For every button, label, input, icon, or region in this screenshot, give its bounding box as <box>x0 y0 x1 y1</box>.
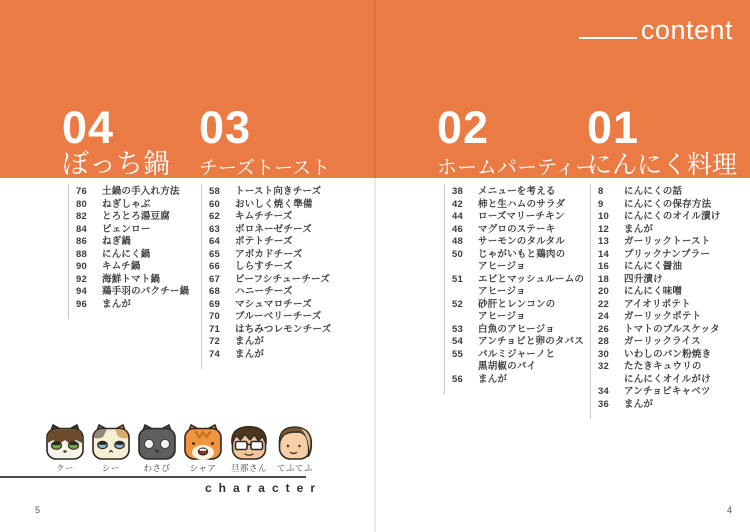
toc-item-label: しらすチーズ <box>235 261 293 272</box>
toc-item-label: にんにく味噌 <box>624 286 683 297</box>
toc-item <box>452 299 584 312</box>
toc-item-page: 30 <box>598 348 609 360</box>
toc-item-page: 86 <box>76 236 87 247</box>
toc-item-label: にんにくの保存方法 <box>624 198 712 210</box>
toc-item <box>452 211 584 224</box>
toc-item-label: アヒージョ <box>478 311 526 322</box>
toc-list-04 <box>68 184 189 319</box>
toc-item-label: ピェンロー <box>102 223 151 235</box>
character-shi <box>91 423 131 474</box>
toc-item-page: 82 <box>76 211 87 222</box>
character-name: わさび <box>143 463 171 473</box>
toc-item-page <box>452 261 478 274</box>
toc-item-page: 14 <box>598 248 609 260</box>
toc-item-label: キムチ鍋 <box>102 261 141 272</box>
toc-item-page: 56 <box>452 373 463 385</box>
toc-item <box>452 361 584 374</box>
toc-item <box>452 349 584 362</box>
toc-item-label: 四升漬け <box>624 273 663 285</box>
character-name: てふてふ <box>276 463 313 473</box>
toc-item-page: 62 <box>209 211 220 222</box>
toc-item <box>452 311 584 324</box>
toc-item <box>209 286 331 299</box>
toc-item-label: ポテトチーズ <box>235 236 293 247</box>
toc-item <box>598 311 721 324</box>
toc-item-page: 58 <box>209 186 220 197</box>
toc-item <box>598 386 721 399</box>
toc-item-page: 60 <box>209 198 220 210</box>
character-ku <box>45 423 85 474</box>
toc-item-page: 48 <box>452 236 463 247</box>
toc-item-label: プリックナンプラー <box>624 248 711 260</box>
toc-item-label: マシュマロチーズ <box>235 298 312 310</box>
toc-list-03 <box>201 184 331 369</box>
toc-item-label: まんが <box>235 336 265 347</box>
toc-list-02 <box>444 184 584 394</box>
toc-item <box>209 336 331 349</box>
cat-ku-avatar-icon <box>45 423 85 461</box>
toc-item-page: 20 <box>598 286 609 297</box>
toc-item-page: 13 <box>598 236 609 247</box>
toc-item-label: ねぎ鍋 <box>102 236 132 247</box>
toc-item-label: 黒胡椒のパイ <box>478 361 537 372</box>
toc-item-page: 44 <box>452 211 463 222</box>
toc-item-page: 80 <box>76 198 87 210</box>
toc-item <box>452 224 584 237</box>
toc-item <box>76 199 189 212</box>
toc-item-label: 海鮮トマト鍋 <box>102 273 161 285</box>
page-number-left: 5 <box>35 505 41 515</box>
toc-item-page: 34 <box>598 386 609 397</box>
character-section-label: character <box>204 481 322 495</box>
toc-item-page: 71 <box>209 323 220 335</box>
toc-item-label: キムチチーズ <box>235 211 293 222</box>
toc-item-page: 51 <box>452 273 463 285</box>
toc-item-label: メニューを考える <box>478 186 556 197</box>
toc-item-page: 42 <box>452 198 463 210</box>
toc-item-label: ガーリックトースト <box>624 236 711 247</box>
toc-item-page <box>452 286 478 299</box>
toc-item-page: 38 <box>452 186 463 197</box>
toc-item-label: ハニーチーズ <box>235 286 293 297</box>
toc-item-label: 白魚のアヒージョ <box>478 323 555 335</box>
toc-item-label: ビーフシチューチーズ <box>235 273 331 285</box>
toc-item-label: ブルーベリーチーズ <box>235 311 322 322</box>
toc-item-page <box>452 361 478 374</box>
character-danna-san <box>229 423 269 474</box>
toc-item <box>598 336 721 349</box>
husband-avatar-icon <box>229 423 269 461</box>
toc-item-page: 65 <box>209 248 220 260</box>
toc-item <box>209 249 331 262</box>
toc-item <box>598 286 721 299</box>
toc-item-label: まんが <box>478 373 508 385</box>
toc-item-page: 46 <box>452 223 463 235</box>
toc-item-label: にんにくの話 <box>624 186 683 197</box>
toc-item <box>452 286 584 299</box>
section-header-03 <box>199 102 331 179</box>
toc-item <box>76 236 189 249</box>
toc-item <box>76 299 189 312</box>
toc-item-page: 24 <box>598 311 609 322</box>
toc-item <box>76 274 189 287</box>
character-name: 旦那さん <box>230 463 267 473</box>
toc-item-page: 90 <box>76 261 87 272</box>
toc-item <box>452 274 584 287</box>
toc-item <box>76 224 189 237</box>
toc-item-label: 鶏手羽のパクチー鍋 <box>102 286 190 297</box>
toc-item <box>209 186 331 199</box>
toc-item-label: トースト向きチーズ <box>235 186 322 197</box>
toc-item-page: 67 <box>209 273 220 285</box>
toc-item <box>598 324 721 337</box>
toc-item <box>76 249 189 262</box>
toc-item <box>209 349 331 362</box>
toc-item-page: 36 <box>598 398 609 410</box>
character-tefutefu <box>275 423 315 474</box>
toc-item-page: 12 <box>598 223 609 235</box>
toc-item-label: はちみつレモンチーズ <box>235 323 332 335</box>
toc-item-page: 18 <box>598 273 609 285</box>
toc-item-label: にんにくのオイル漬け <box>624 211 721 222</box>
toc-item <box>76 261 189 274</box>
toc-item-page <box>452 311 478 324</box>
toc-item <box>452 324 584 337</box>
toc-item-page: 22 <box>598 298 609 310</box>
content-header <box>579 17 733 44</box>
toc-item-page: 9 <box>598 198 604 210</box>
character-wasabi <box>137 423 177 474</box>
toc-item <box>452 249 584 262</box>
toc-item-page: 55 <box>452 348 463 360</box>
toc-item <box>598 274 721 287</box>
page-number-right: 4 <box>727 505 733 515</box>
toc-item <box>452 336 584 349</box>
toc-item-label: ガーリックライス <box>624 336 701 347</box>
toc-item-page: 72 <box>209 336 220 347</box>
toc-item <box>452 186 584 199</box>
character-name: シャア <box>189 463 217 473</box>
toc-item-label: アヒージョ <box>478 286 526 297</box>
toc-item <box>76 211 189 224</box>
toc-item <box>209 236 331 249</box>
toc-item-page: 16 <box>598 261 609 272</box>
toc-item <box>452 236 584 249</box>
toc-item <box>76 286 189 299</box>
toc-item-label: サーモンのタルタル <box>478 236 565 247</box>
toc-item <box>598 224 721 237</box>
toc-item-label: ローズマリーチキン <box>478 211 565 222</box>
toc-item-page: 88 <box>76 248 87 260</box>
toc-item-label: アボカドチーズ <box>235 248 303 260</box>
toc-item-label: トマトのブルスケッタ <box>624 323 720 335</box>
toc-item <box>209 211 331 224</box>
toc-item-label: アヒージョ <box>478 261 526 272</box>
toc-item-page: 50 <box>452 248 463 260</box>
wife-avatar-icon <box>275 423 315 461</box>
section-title: にんにく料理 <box>587 151 738 179</box>
section-number: 04 <box>62 102 115 153</box>
toc-item-page: 66 <box>209 261 220 272</box>
page-fold-divider <box>374 0 376 532</box>
section-header-02 <box>437 102 596 179</box>
toc-item <box>209 299 331 312</box>
toc-item <box>598 349 721 362</box>
toc-item-page <box>598 374 624 387</box>
section-title: チーズトースト <box>199 158 331 179</box>
toc-item-label: まんが <box>102 298 132 310</box>
toc-item-page: 54 <box>452 336 463 347</box>
character-name: クー <box>55 463 74 473</box>
character-char <box>183 423 223 474</box>
toc-item-page: 70 <box>209 311 220 322</box>
toc-item <box>598 299 721 312</box>
toc-item <box>598 374 721 387</box>
toc-item <box>598 249 721 262</box>
toc-item <box>76 186 189 199</box>
character-name: シー <box>101 463 120 473</box>
toc-item-page: 64 <box>209 236 220 247</box>
cat-char-avatar-icon <box>183 423 223 461</box>
toc-item <box>598 261 721 274</box>
toc-item <box>452 199 584 212</box>
toc-item-label: ねぎしゃぶ <box>102 198 151 210</box>
toc-item-label: いわしのパン粉焼き <box>624 348 712 360</box>
character-section-rule <box>0 476 306 478</box>
toc-item <box>598 399 721 412</box>
toc-item <box>209 261 331 274</box>
section-number: 03 <box>199 102 252 153</box>
section-number: 02 <box>437 102 490 153</box>
toc-item-page: 8 <box>598 186 604 197</box>
content-underline <box>579 37 637 39</box>
toc-item <box>452 261 584 274</box>
toc-item-label: にんにく醤油 <box>624 261 683 272</box>
character-strip <box>45 423 315 474</box>
toc-item <box>209 311 331 324</box>
toc-item <box>209 324 331 337</box>
toc-item-page: 26 <box>598 323 609 335</box>
toc-item-page: 63 <box>209 223 220 235</box>
toc-item <box>598 211 721 224</box>
section-title: ホームパーティー <box>437 157 596 179</box>
toc-item-page: 92 <box>76 273 87 285</box>
toc-item <box>598 236 721 249</box>
toc-item-label: まんが <box>624 223 654 235</box>
toc-item <box>452 374 584 387</box>
section-header-01 <box>587 102 738 179</box>
toc-item <box>598 361 721 374</box>
toc-item-label: おいしく焼く準備 <box>235 198 313 210</box>
section-header-04 <box>62 102 170 179</box>
toc-item-label: まんが <box>235 348 265 360</box>
toc-item-label: とろとろ湯豆腐 <box>102 211 170 222</box>
content-title: content <box>640 15 733 45</box>
toc-item-page: 53 <box>452 323 463 335</box>
toc-item-label: にんにく鍋 <box>102 248 151 260</box>
toc-list-01 <box>590 184 721 419</box>
toc-item-label: アンチョビと卵のタパス <box>478 336 584 347</box>
toc-item-label: アイオリポテト <box>624 298 691 310</box>
toc-item-label: 土鍋の手入れ方法 <box>102 186 180 197</box>
toc-item-page: 68 <box>209 286 220 297</box>
toc-item <box>209 224 331 237</box>
cat-shi-avatar-icon <box>91 423 131 461</box>
section-title: ぼっち鍋 <box>62 149 170 179</box>
toc-item-label: たたきキュウリの <box>624 361 702 372</box>
toc-item <box>598 199 721 212</box>
toc-item-label: まんが <box>624 398 654 410</box>
toc-item-label: 柿と生ハムのサラダ <box>478 198 566 210</box>
toc-item-page: 74 <box>209 348 220 360</box>
toc-item-label: エビとマッシュルームの <box>478 273 585 285</box>
toc-item <box>598 186 721 199</box>
toc-item-label: ボロネーゼチーズ <box>235 223 312 235</box>
toc-item-label: アンチョビキャベツ <box>624 386 711 397</box>
toc-item-page: 69 <box>209 298 220 310</box>
section-number: 01 <box>587 102 640 153</box>
toc-item-page: 96 <box>76 298 87 310</box>
toc-item <box>209 199 331 212</box>
toc-item-label: パルミジャーノと <box>478 348 556 360</box>
toc-item-page: 28 <box>598 336 609 347</box>
toc-item-page: 32 <box>598 361 609 372</box>
toc-item-page: 84 <box>76 223 87 235</box>
toc-item-label: 砂肝とレンコンの <box>478 298 556 310</box>
toc-item-label: マグロのステーキ <box>478 223 556 235</box>
toc-item-page: 10 <box>598 211 609 222</box>
toc-item-page: 52 <box>452 298 463 310</box>
cat-wasabi-avatar-icon <box>137 423 177 461</box>
toc-item-page: 76 <box>76 186 87 197</box>
toc-item-label: にんにくオイルがけ <box>624 373 711 385</box>
toc-item-label: じゃがいもと鶏肉の <box>478 248 566 260</box>
toc-item-page: 94 <box>76 286 87 297</box>
toc-item <box>209 274 331 287</box>
toc-item-label: ガーリックポテト <box>624 311 702 322</box>
